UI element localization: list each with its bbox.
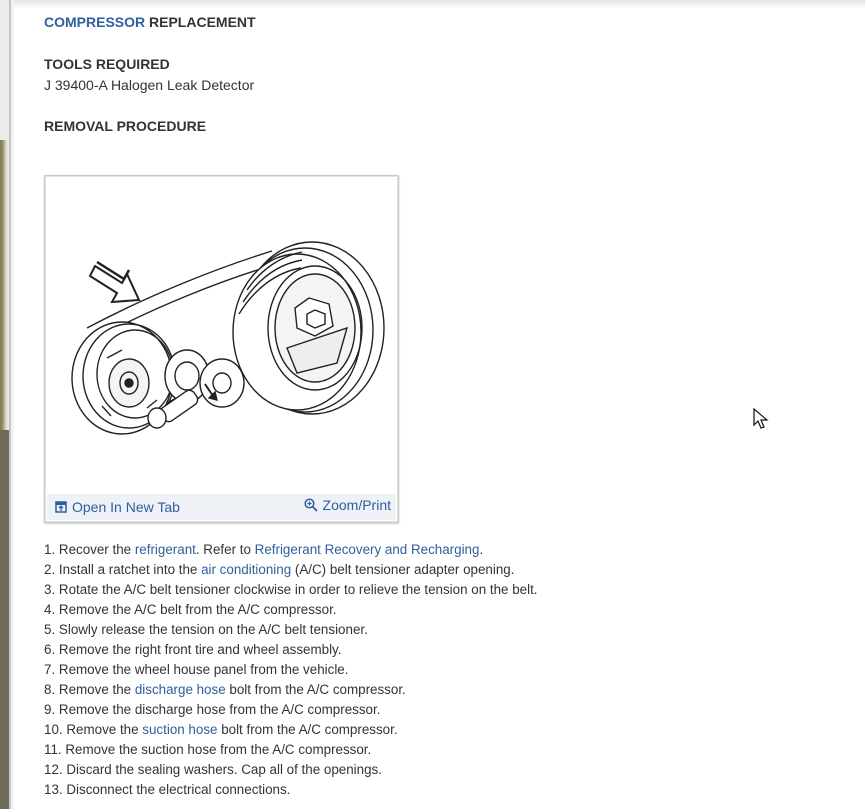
open-in-new-tab-label: Open In New Tab xyxy=(72,499,180,515)
step-item: 7. Remove the wheel house panel from the vehicle. xyxy=(44,662,349,677)
open-in-new-tab-button[interactable] xyxy=(55,499,180,515)
top-shadow xyxy=(14,0,865,8)
step-item: 8. Remove the discharge hose bolt from the A/C compressor. xyxy=(44,682,406,697)
step-item: 5. Slowly release the tension on the A/C belt tensioner. xyxy=(44,622,368,637)
step-item: 6. Remove the right front tire and wheel assembly. xyxy=(44,642,342,657)
zoom-print-button[interactable] xyxy=(304,497,391,513)
mouse-pointer-icon xyxy=(753,408,769,430)
belt-drive-illustration[interactable] xyxy=(47,178,396,494)
step-item: 12. Discard the sealing washers. Cap all of the openings. xyxy=(44,762,382,777)
window-edge xyxy=(0,0,14,809)
procedure-steps xyxy=(44,540,538,800)
page-title xyxy=(44,14,256,30)
tool-item: J 39400-A Halogen Leak Detector xyxy=(44,77,255,93)
discharge-hose-link[interactable]: discharge hose xyxy=(134,682,226,697)
removal-heading: REMOVAL PROCEDURE xyxy=(44,118,207,134)
step-item: 2. Install a ratchet into the air conditioning (A/C) belt tensioner adapter opening. xyxy=(44,562,515,577)
zoom-icon xyxy=(304,498,318,512)
open-new-tab-icon xyxy=(55,501,67,513)
figure-toolbar xyxy=(47,494,396,520)
suction-hose-link[interactable]: suction hose xyxy=(142,722,218,737)
procedure-figure xyxy=(44,175,399,523)
step-item: 9. Remove the discharge hose from the A/C compressor. xyxy=(44,702,381,717)
step-item: 3. Rotate the A/C belt tensioner clockwise in order to relieve the tension on the belt. xyxy=(44,582,538,597)
step-item: 1. Recover the refrigerant. Refer to Refrigerant Recovery and Recharging. xyxy=(44,542,484,557)
refrigerant-recovery-link[interactable]: Refrigerant Recovery and Recharging xyxy=(254,542,480,557)
step-item: 11. Remove the suction hose from the A/C compressor. xyxy=(44,742,372,757)
zoom-print-label: Zoom/Print xyxy=(322,497,391,513)
air-conditioning-link[interactable]: air conditioning xyxy=(201,562,292,577)
step-item: 13. Disconnect the electrical connections. xyxy=(44,782,291,797)
step-item: 10. Remove the suction hose bolt from the A/C compressor. xyxy=(44,722,398,737)
refrigerant-link[interactable]: refrigerant xyxy=(134,542,196,557)
step-item: 4. Remove the A/C belt from the A/C compressor. xyxy=(44,602,337,617)
title-rest: REPLACEMENT xyxy=(145,14,256,30)
compressor-link[interactable]: COMPRESSOR xyxy=(44,14,146,30)
tools-heading: TOOLS REQUIRED xyxy=(44,56,170,72)
